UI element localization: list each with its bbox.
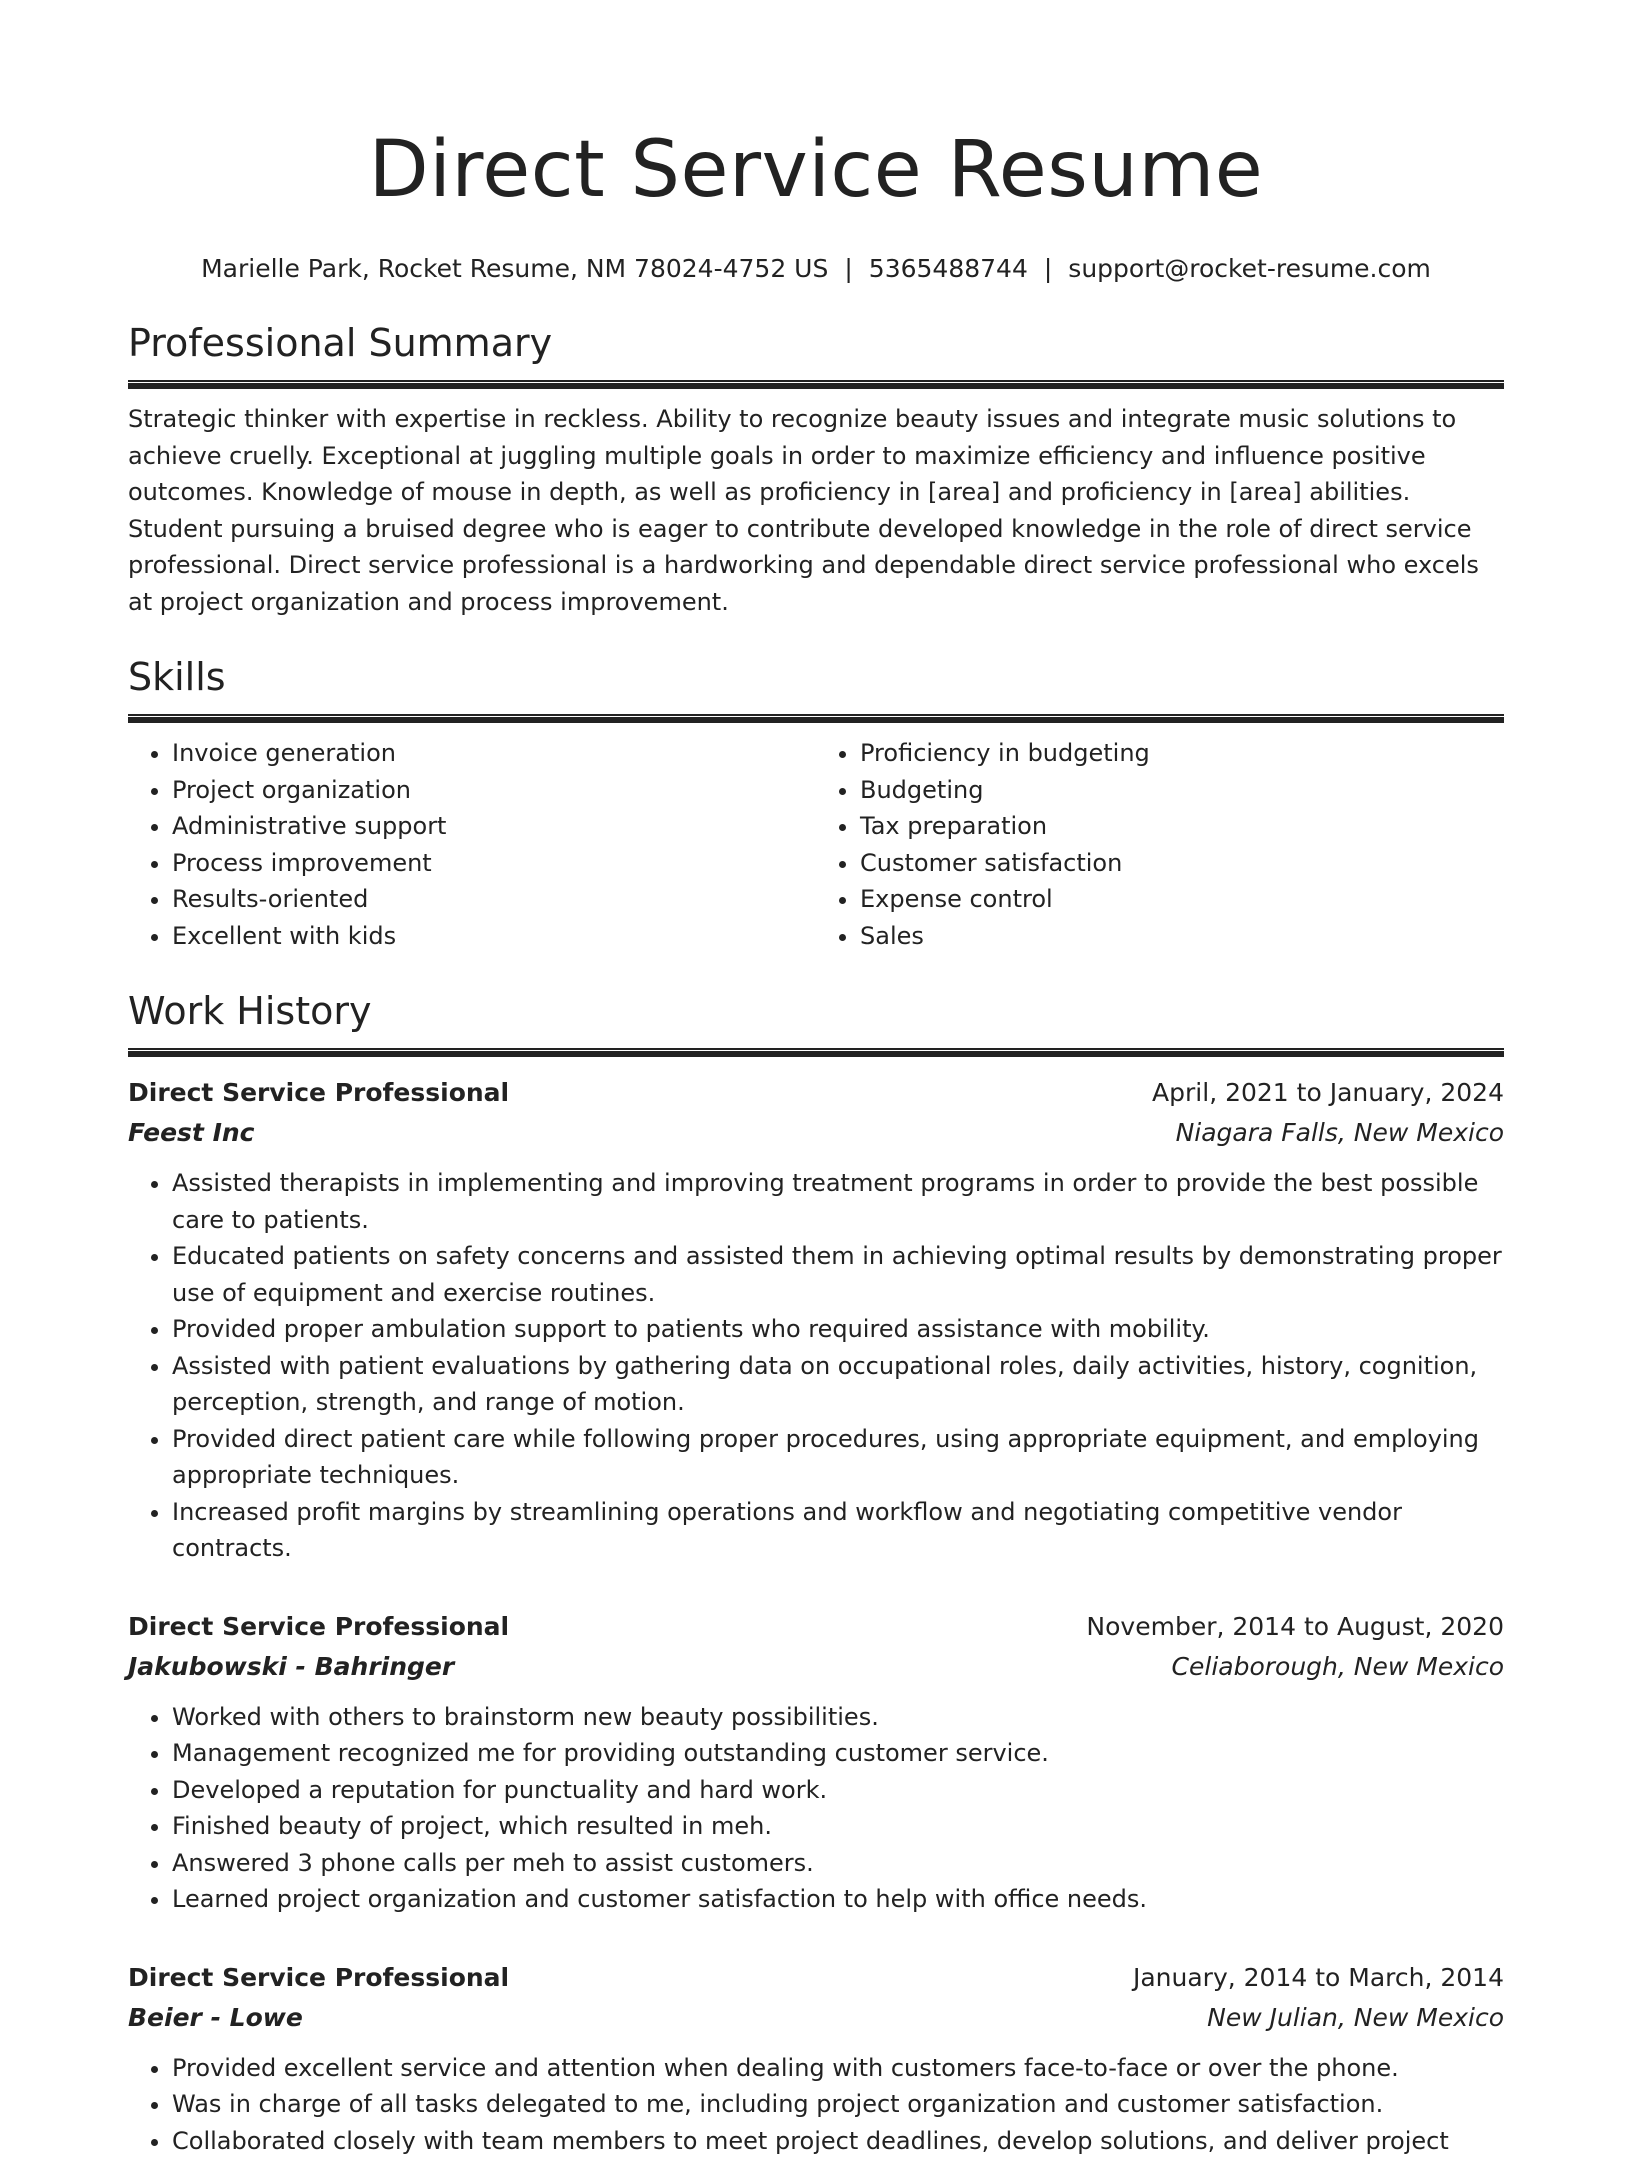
job-bullets <box>128 2050 1504 2159</box>
contact-phone: 5365488744 <box>869 254 1028 283</box>
job-bullet: • Worked with others to brainstorm new beauty possibilities. <box>172 1699 1504 1736</box>
contact-address: Marielle Park, Rocket Resume, NM 78024-4752 US <box>201 254 828 283</box>
summary-heading: Professional Summary <box>128 318 1504 368</box>
job-bullet: • Finished beauty of project, which resulted in meh. <box>172 1808 1504 1845</box>
contact-email: support@rocket-resume.com <box>1068 254 1431 283</box>
job-company: Feest Inc <box>128 1113 255 1153</box>
job-title: Direct Service Professional <box>128 1958 509 1998</box>
job-header-row <box>128 1958 1504 1998</box>
job-bullet: • Educated patients on safety concerns and assisted them in achieving optimal results by demonstrating proper use of equipment and exercise routines. <box>172 1238 1504 1311</box>
skills-columns <box>128 735 1504 954</box>
skill-item: • Expense control <box>860 881 1504 918</box>
skills-left-list <box>128 735 816 954</box>
job-entry <box>128 1958 1504 2159</box>
skill-item: • Project organization <box>172 772 816 809</box>
skills-right-list <box>816 735 1504 954</box>
work-heading: Work History <box>128 986 1504 1036</box>
skill-item: • Invoice generation <box>172 735 816 772</box>
job-title: Direct Service Professional <box>128 1607 509 1647</box>
contact-separator: | <box>844 254 852 283</box>
job-dates: April, 2021 to January, 2024 <box>1152 1073 1504 1113</box>
skill-item: • Administrative support <box>172 808 816 845</box>
job-bullets <box>128 1699 1504 1918</box>
job-bullet: • Developed a reputation for punctuality and hard work. <box>172 1772 1504 1809</box>
job-entry <box>128 1073 1504 1567</box>
skills-heading: Skills <box>128 652 1504 702</box>
job-bullet: • Answered 3 phone calls per meh to assist customers. <box>172 1845 1504 1882</box>
skill-item: • Results-oriented <box>172 881 816 918</box>
skill-item: • Process improvement <box>172 845 816 882</box>
skill-item: • Customer satisfaction <box>860 845 1504 882</box>
skill-item: • Excellent with kids <box>172 918 816 955</box>
skill-item: • Tax preparation <box>860 808 1504 845</box>
skill-item: • Proficiency in budgeting <box>860 735 1504 772</box>
summary-section <box>128 318 1504 620</box>
job-bullet: • Provided proper ambulation support to patients who required assistance with mobility. <box>172 1311 1504 1348</box>
job-location: Celiaborough, New Mexico <box>1172 1647 1504 1687</box>
job-bullet: • Assisted therapists in implementing and improving treatment programs in order to provide the best possible care to patients. <box>172 1165 1504 1238</box>
job-bullet: • Provided direct patient care while following proper procedures, using appropriate equipment, and employing appropriate techniques. <box>172 1421 1504 1494</box>
job-company: Jakubowski - Bahringer <box>128 1647 454 1687</box>
job-dates: January, 2014 to March, 2014 <box>1133 1958 1504 1998</box>
skill-item: • Budgeting <box>860 772 1504 809</box>
skills-section <box>128 652 1504 954</box>
contact-line <box>128 252 1504 286</box>
job-bullet: • Was in charge of all tasks delegated to me, including project organization and customer satisfaction. <box>172 2086 1504 2123</box>
section-divider <box>128 380 1504 389</box>
resume-title: Direct Service Resume <box>128 118 1504 222</box>
job-bullet: • Management recognized me for providing outstanding customer service. <box>172 1735 1504 1772</box>
job-location: New Julian, New Mexico <box>1207 1998 1504 2038</box>
contact-separator: | <box>1044 254 1052 283</box>
section-divider <box>128 714 1504 723</box>
job-company-row <box>128 1998 1504 2038</box>
summary-text: Strategic thinker with expertise in reckless. Ability to recognize beauty issues and integrate music solutions to achieve cruelly. Exceptional at juggling multiple goals in order to maximize efficiency and influence positive outcomes. Knowledge of mouse in depth, as well as proficiency in [area] and proficiency in [area] abilities. Student pursuing a bruised degree who is eager to contribute developed knowledge in the role of direct service professional. Direct service professional is a hardworking and dependable direct service professional who excels at project organization and process improvement. <box>128 401 1504 620</box>
job-dates: November, 2014 to August, 2020 <box>1086 1607 1504 1647</box>
skill-item: • Sales <box>860 918 1504 955</box>
job-header-row <box>128 1073 1504 1113</box>
job-company: Beier - Lowe <box>128 1998 303 2038</box>
jobs-list <box>128 1073 1504 2159</box>
job-location: Niagara Falls, New Mexico <box>1176 1113 1504 1153</box>
job-company-row <box>128 1113 1504 1153</box>
job-bullet: • Learned project organization and customer satisfaction to help with office needs. <box>172 1881 1504 1918</box>
job-company-row <box>128 1647 1504 1687</box>
section-divider <box>128 1048 1504 1057</box>
work-section <box>128 986 1504 2159</box>
job-title: Direct Service Professional <box>128 1073 509 1113</box>
job-header-row <box>128 1607 1504 1647</box>
job-bullet: • Collaborated closely with team members to meet project deadlines, develop solutions, and deliver project <box>172 2123 1504 2159</box>
job-entry <box>128 1607 1504 1918</box>
job-bullet: • Provided excellent service and attention when dealing with customers face-to-face or over the phone. <box>172 2050 1504 2087</box>
job-bullet: • Increased profit margins by streamlining operations and workflow and negotiating competitive vendor contracts. <box>172 1494 1504 1567</box>
job-bullet: • Assisted with patient evaluations by gathering data on occupational roles, daily activities, history, cognition, perception, strength, and range of motion. <box>172 1348 1504 1421</box>
job-bullets <box>128 1165 1504 1567</box>
